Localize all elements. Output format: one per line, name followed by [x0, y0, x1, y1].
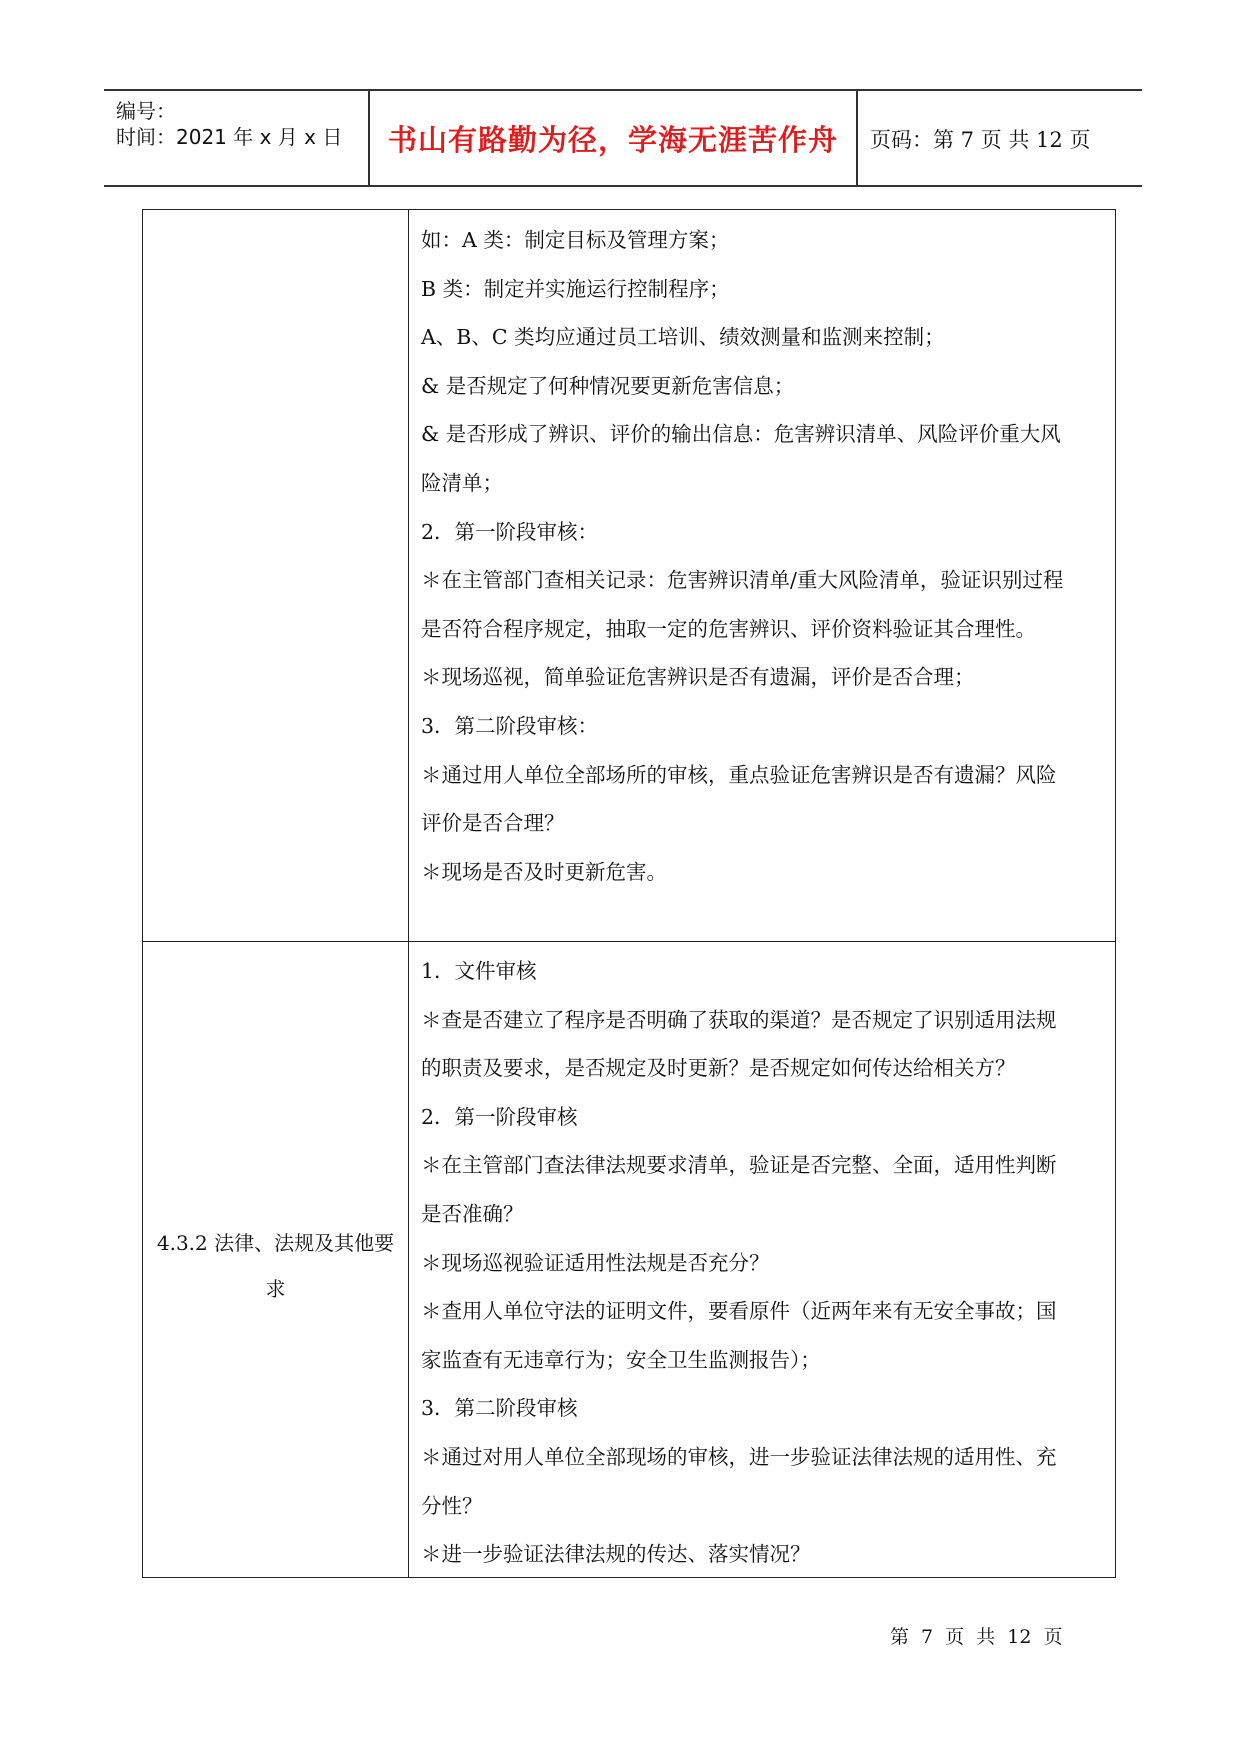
page-header	[104, 89, 1142, 187]
row2-text-line: ＊进一步验证法律法规的传达、落实情况？	[421, 1542, 811, 1567]
document-number-label: 编号：	[116, 99, 176, 123]
header-info-cell	[104, 91, 370, 185]
row2-text-line: 分性？	[421, 1493, 483, 1518]
row2-text-line: 家监查有无违章行为；安全卫生监测报告）；	[421, 1347, 821, 1372]
row2-text-line: ＊通过对用人单位全部现场的审核，进一步验证法律法规的适用性、充	[421, 1444, 1057, 1469]
header-page-cell	[858, 91, 1142, 185]
document-time-label: 时间：2021 年 x 月 x 日	[116, 125, 343, 149]
row2-text-line: 的职责及要求，是否规定及时更新？是否规定如何传达给相关方？	[421, 1056, 1016, 1081]
row2-label	[143, 1220, 408, 1312]
row1-text-line: 3．第二阶段审核：	[421, 713, 599, 738]
row1-text-line: A、B、C 类均应通过员工培训、绩效测量和监测来控制；	[421, 325, 945, 350]
audit-table	[142, 209, 1116, 1578]
row1-text-line: 评价是否合理？	[421, 811, 565, 836]
row1-text-line: 2．第一阶段审核：	[421, 519, 599, 544]
column-divider	[408, 210, 409, 1577]
row2-content	[421, 947, 1103, 1579]
header-motto-cell	[370, 91, 858, 185]
row1-text-line: & 是否规定了何种情况要更新危害信息；	[421, 373, 795, 398]
row2-text-line: ＊在主管部门查法律法规要求清单，验证是否完整、全面，适用性判断	[421, 1153, 1057, 1178]
row1-text-line: ＊通过用人单位全部场所的审核，重点验证危害辨识是否有遗漏？风险	[421, 762, 1057, 787]
row1-text-line: & 是否形成了辨识、评价的输出信息：危害辨识清单、风险评价重大风	[421, 422, 1061, 447]
row2-text-line: 是否准确？	[421, 1201, 524, 1226]
row2-text-line: 1．文件审核	[421, 959, 537, 983]
row1-content	[421, 216, 1103, 896]
row1-text-line: 是否符合程序规定，抽取一定的危害辨识、评价资料验证其合理性。	[421, 616, 1036, 641]
row1-text-line: ＊现场是否及时更新危害。	[421, 859, 667, 884]
row1-text-line: B 类：制定并实施运行控制程序；	[421, 276, 730, 301]
row2-text-line: ＊查是否建立了程序是否明确了获取的渠道？是否规定了识别适用法规	[421, 1007, 1057, 1032]
row1-text-line: 如：A 类：制定目标及管理方案；	[421, 228, 730, 252]
row2-text-line: 2．第一阶段审核	[421, 1104, 578, 1129]
header-page-number: 页码：第 7 页 共 12 页	[870, 128, 1091, 152]
row2-text-line: 3．第二阶段审核	[421, 1396, 578, 1421]
row1-text-line: 险清单；	[421, 470, 503, 495]
row2-label-line2: 求	[265, 1277, 286, 1301]
page-footer: 第 7 页 共 12 页	[890, 1626, 1063, 1648]
motto-text: 书山有路勤为径，学海无涯苦作舟	[387, 123, 838, 157]
row2-text-line: ＊查用人单位守法的证明文件，要看原件（近两年来有无安全事故；国	[421, 1299, 1057, 1324]
row2-label-line1: 4.3.2 法律、法规及其他要	[156, 1231, 395, 1255]
row2-text-line: ＊现场巡视验证适用性法规是否充分？	[421, 1250, 770, 1275]
row-divider	[143, 941, 1115, 942]
row1-text-line: ＊现场巡视，简单验证危害辨识是否有遗漏，评价是否合理；	[421, 665, 975, 690]
row1-text-line: ＊在主管部门查相关记录：危害辨识清单/重大风险清单，验证识别过程	[421, 568, 1064, 593]
